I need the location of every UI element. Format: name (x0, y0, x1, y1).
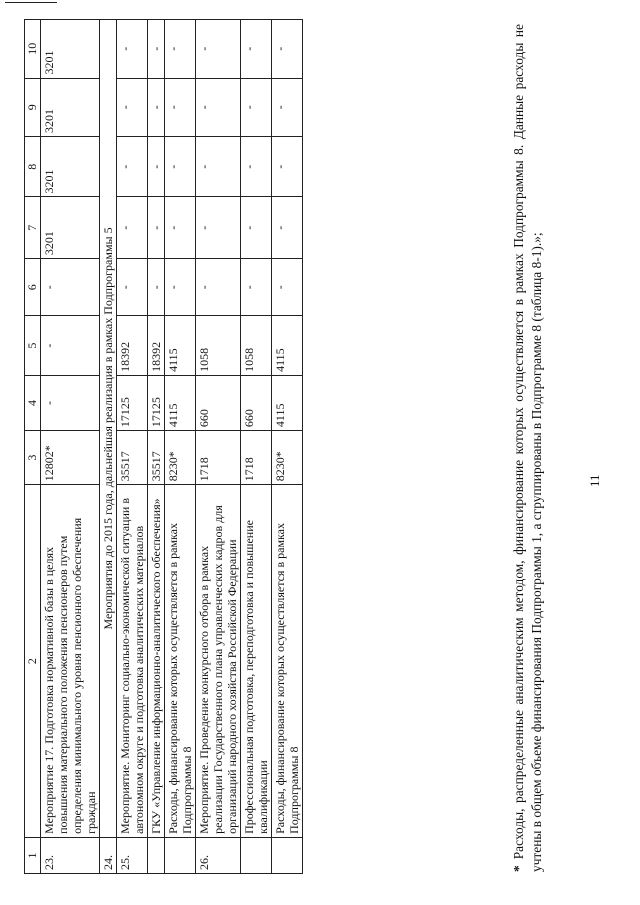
table-cell: 3201 (41, 78, 100, 136)
column-header: 8 (25, 136, 41, 197)
table-cell: 660 (241, 375, 272, 430)
table-body (25, 20, 303, 874)
column-header: 9 (25, 78, 41, 136)
table-cell: - (165, 20, 196, 79)
table-cell: - (165, 78, 196, 136)
table-cell: - (41, 259, 100, 316)
table-cell: 35517 (117, 431, 148, 485)
table-cell: 26. (196, 837, 241, 873)
table-row (241, 20, 272, 874)
table-cell: ГКУ «Управление информационно-аналитического обеспечения» (148, 485, 165, 838)
table-cell: 1718 (241, 431, 272, 485)
table-cell: 17125 (117, 375, 148, 430)
table-row (165, 20, 196, 874)
table-cell: Расходы, финансирование которых осуществляется в рамках Подпрограммы 8 (272, 485, 303, 838)
table-cell: - (196, 78, 241, 136)
table-cell: 8230* (165, 431, 196, 485)
table-cell: 23. (41, 837, 100, 873)
table-cell (241, 837, 272, 873)
table-cell: 4115 (165, 316, 196, 375)
table-cell: 660 (196, 375, 241, 430)
table-cell: - (117, 20, 148, 79)
table-cell: Профессиональная подготовка, переподготовка и повышение квалификации (241, 485, 272, 838)
table-row (41, 20, 100, 874)
table-cell: - (272, 78, 303, 136)
table-cell: Мероприятие 17. Подготовка нормативной базы в целях повышения материального положения пенсионеров путем определения минимального уровня пенсионного обеспечения граждан (41, 485, 100, 838)
table-cell: 1718 (196, 431, 241, 485)
page-number: 11 (587, 474, 602, 487)
table-cell: - (41, 316, 100, 375)
table-cell: - (117, 136, 148, 197)
table-cell: 3201 (41, 197, 100, 259)
table-cell: - (165, 197, 196, 259)
column-header: 10 (25, 20, 41, 79)
table-cell: - (241, 20, 272, 79)
footnote-text: Расходы, распределенные аналитическим методом, финансирование которых осуществляется в рамках Подпрограммы 8. Данные расходы не учтены в общем объеме финансирования Подпрограммы 1, а сгруппированы в Подпрограмме 8 (таблица 8-1).»; (511, 24, 544, 872)
column-header: 7 (25, 197, 41, 259)
table-row (272, 20, 303, 874)
table-row (196, 20, 241, 874)
table-cell: - (165, 259, 196, 316)
table-cell: 8230* (272, 431, 303, 485)
table-cell: Мероприятие. Проведение конкурсного отбора в рамках реализации Государственного плана управленческих кадров для организаций народного хозяйства Российской Федерации (196, 485, 241, 838)
table-cell: 3201 (41, 20, 100, 79)
table-cell: - (272, 136, 303, 197)
table-cell: 4115 (165, 375, 196, 430)
table-cell: - (117, 197, 148, 259)
table-cell: Мероприятия до 2015 года, дальнейшая реализация в рамках Подпрограммы 5 (100, 20, 117, 838)
table-cell: 24. (100, 837, 117, 873)
table-cell: 18392 (148, 316, 165, 375)
table-row (117, 20, 148, 874)
table-cell: - (272, 259, 303, 316)
column-header: 4 (25, 375, 41, 430)
table-cell: - (148, 78, 165, 136)
table-cell: - (241, 259, 272, 316)
column-header: 2 (25, 485, 41, 838)
header-row (25, 20, 41, 874)
table-cell: 12802* (41, 431, 100, 485)
table-cell: 4115 (272, 316, 303, 375)
table-row (148, 20, 165, 874)
column-header: 3 (25, 431, 41, 485)
top-rule (5, 2, 57, 3)
table-cell: 1058 (196, 316, 241, 375)
footnote (510, 24, 545, 872)
table-cell: - (241, 197, 272, 259)
table-cell: Расходы, финансирование которых осуществляется в рамках Подпрограммы 8 (165, 485, 196, 838)
table-cell: 4115 (272, 375, 303, 430)
table-cell: Мероприятие. Мониторинг социально-экономической ситуации в автономном округе и подготовка аналитических материалов (117, 485, 148, 838)
table-cell: - (196, 136, 241, 197)
table-cell: 35517 (148, 431, 165, 485)
table-cell: - (148, 20, 165, 79)
table-cell: - (241, 78, 272, 136)
table-cell: 17125 (148, 375, 165, 430)
table-cell: - (272, 20, 303, 79)
table-cell: - (196, 20, 241, 79)
rotated-page (22, 18, 602, 878)
table-cell: 18392 (117, 316, 148, 375)
table-cell: 1058 (241, 316, 272, 375)
budget-table (24, 19, 303, 874)
table-cell: 25. (117, 837, 148, 873)
table-cell: - (241, 136, 272, 197)
table-cell: - (117, 259, 148, 316)
column-header: 5 (25, 316, 41, 375)
table-cell: - (165, 136, 196, 197)
table-cell: - (148, 259, 165, 316)
table-cell: 3201 (41, 136, 100, 197)
table-cell: - (41, 375, 100, 430)
table-cell: - (272, 197, 303, 259)
footnote-mark: * (511, 865, 526, 872)
table-cell: - (196, 259, 241, 316)
table-cell: - (148, 136, 165, 197)
table-cell: - (148, 197, 165, 259)
table-cell (165, 837, 196, 873)
table-cell (148, 837, 165, 873)
section-row (100, 20, 117, 874)
column-header: 6 (25, 259, 41, 316)
table-cell: - (117, 78, 148, 136)
column-header: 1 (25, 837, 41, 873)
table-cell: - (196, 197, 241, 259)
table-cell (272, 837, 303, 873)
